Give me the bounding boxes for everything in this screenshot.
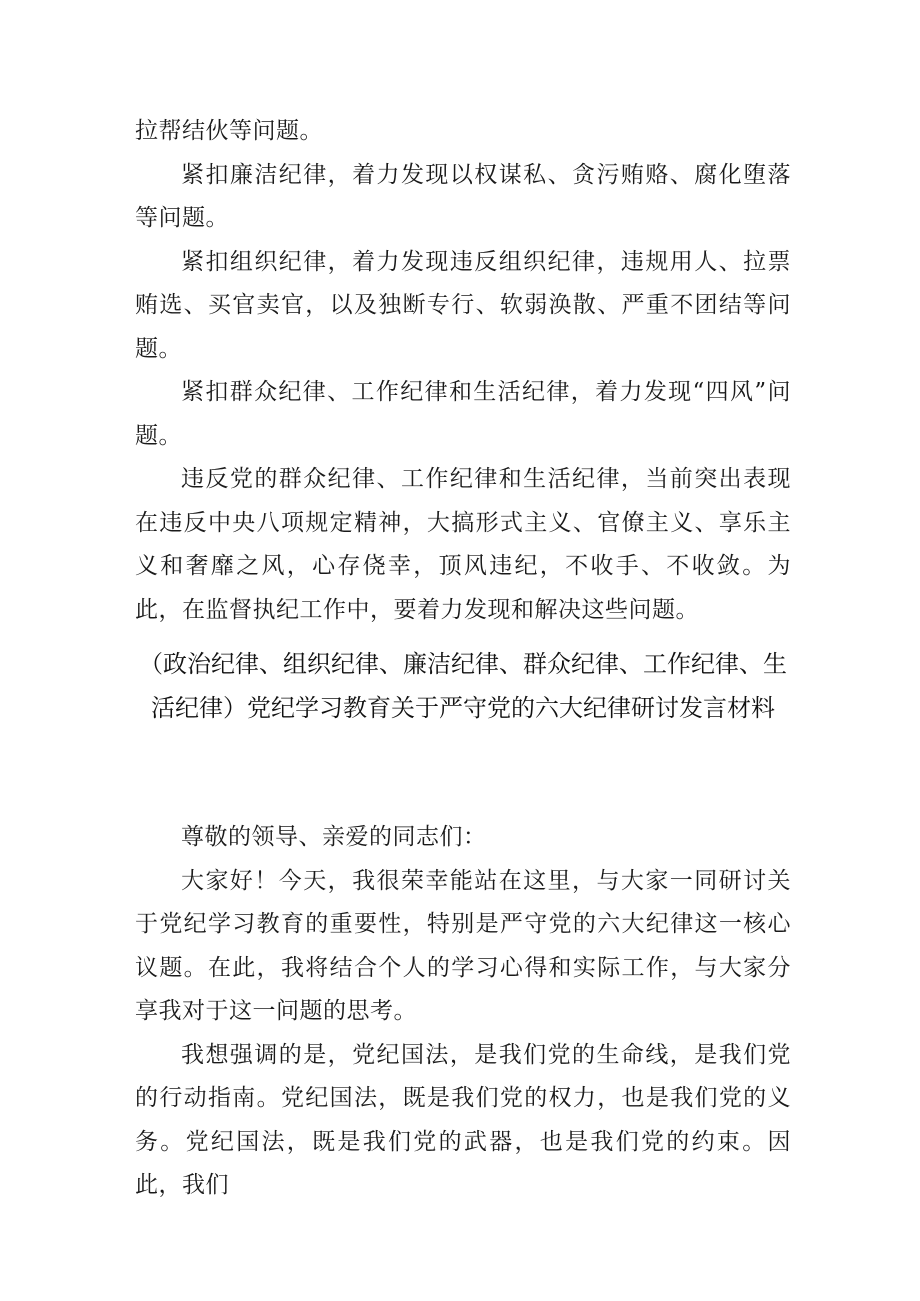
speech-text-section <box>135 816 791 1208</box>
paragraph-mass-work-life-discipline: 紧扣群众纪律、工作纪律和生活纪律，着力发现“四风”问题。 <box>135 379 791 449</box>
paragraph-organization-discipline: 紧扣组织纪律，着力发现违反组织纪律，违规用人、拉票贿选、买官卖官，以及独断专行、软弱涣散、严重不团结等问题。 <box>135 248 791 362</box>
paragraph-continuation: 拉帮结伙等问题。 <box>135 118 323 144</box>
paragraph-salutation: 尊敬的领导、亲爱的同志们： <box>181 824 487 850</box>
paragraph-integrity-discipline: 紧扣廉洁纪律，着力发现以权谋私、贪污贿赂、腐化堕落等问题。 <box>135 161 791 231</box>
top-text-section <box>135 110 791 632</box>
paragraph-emphasis: 我想强调的是，党纪国法，是我们党的生命线，是我们党的行动指南。党纪国法，既是我们党的权力，也是我们党的义务。党纪国法，既是我们党的武器，也是我们党的约束。因此，我们 <box>135 1041 791 1198</box>
paragraph-violations: 违反党的群众纪律、工作纪律和生活纪律，当前突出表现在违反中央八项规定精神，大搞形式主义、官僚主义、享乐主义和奢靡之风，心存侥幸，顶风违纪，不收手、不收敛。为此，在监督执纪工作中，要着力发现和解决这些问题。 <box>135 466 791 623</box>
paragraph-greeting: 大家好！今天，我很荣幸能站在这里，与大家一同研讨关于党纪学习教育的重要性，特别是严守党的六大纪律这一核心议题。在此，我将结合个人的学习心得和实际工作，与大家分享我对于这一问题的思考。 <box>135 867 791 1024</box>
article-title: （政治纪律、组织纪律、廉洁纪律、群众纪律、工作纪律、生活纪律）党纪学习教育关于严守党的六大纪律研讨发言材料 <box>139 650 787 722</box>
